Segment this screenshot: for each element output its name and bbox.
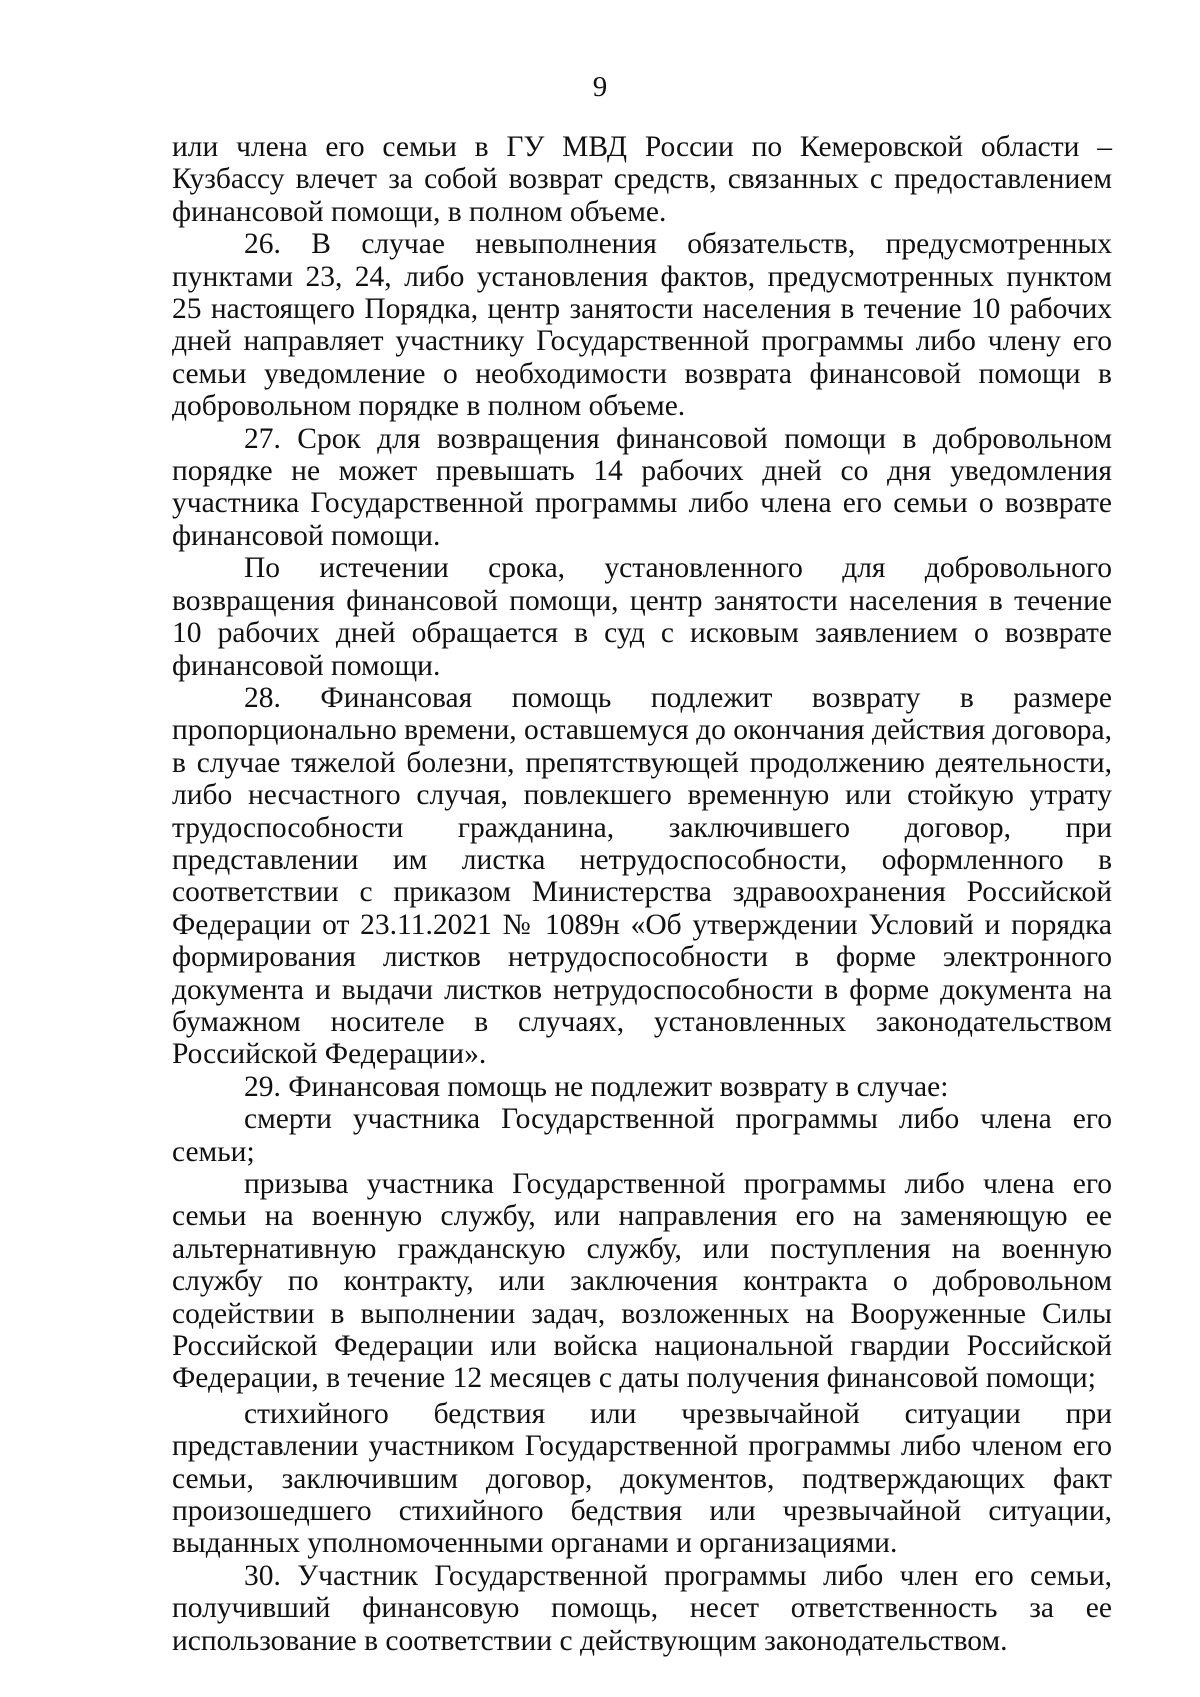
paragraph-item-26: 26. В случае невыполнения обязательств, предусмотренных пунктами 23, 24, либо установления фактов, предусмотренных пунктом 25 настоящего Порядка, центр занятости населения в течение 10 рабочих дней направляет участнику Государственной программы либо члену его семьи уведомление о необходимости возврата финансовой помощи в добровольном порядке в полном объеме. [172, 228, 1112, 423]
paragraph-item-30: 30. Участник Государственной программы либо член его семьи, получивший финансовую помощь, несет ответственность за ее использование в соответствии с действующим законодательством. [172, 1559, 1112, 1657]
paragraph-item-28: 28. Финансовая помощь подлежит возврату в размере пропорционально времени, оставшемуся до окончания действия договора, в случае тяжелой болезни, препятствующей продолжению деятельности, либо несчастного случая, повлекшего временную или стойкую утрату трудоспособности гражданина, заключившего договор, при представлении им листка нетрудоспособности, оформленного в соответствии с приказом Министерства здравоохранения Российской Федерации от 23.11.2021 № 1089н «Об утверждении Условий и порядка формирования листков нетрудоспособности в форме электронного документа и выдачи листков нетрудоспособности в форме документа на бумажном носителе в случаях, установленных законодательством Российской Федерации». [172, 681, 1112, 1071]
paragraph-item-27: 27. Срок для возвращения финансовой помощи в добровольном порядке не может превышать 14 рабочих дней со дня уведомления участника Государственной программы либо члена его семьи о возврате финансовой помощи. [172, 422, 1112, 552]
paragraph-death-case: смерти участника Государственной программы либо члена его семьи; [172, 1103, 1112, 1168]
paragraph-disaster-case: стихийного бедствия или чрезвычайной ситуации при представлении участником Государственной программы либо членом его семьи, заключившим договор, документов, подтверждающих факт произошедшего стихийного бедствия или чрезвычайной ситуации, выданных уполномоченными органами и организациями. [172, 1397, 1112, 1560]
page-number: 9 [592, 71, 608, 103]
paragraph-continuation: или члена его семьи в ГУ МВД России по Кемеровской области – Кузбассу влечет за собой возврат средств, связанных с предоставлением финансовой помощи, в полном объеме. [172, 131, 1112, 228]
paragraph-military-case: призыва участника Государственной программы либо члена его семьи на военную службу, или направления его на заменяющую ее альтернативную гражданскую службу, или поступления на военную службу по контракту, или заключения контракта о добровольном содействии в выполнении задач, возложенных на Вооруженные Силы Российской Федерации или войска национальной гвардии Российской Федерации, в течение 12 месяцев с даты получения финансовой помощи; [172, 1168, 1112, 1395]
document-body [172, 131, 1112, 1657]
paragraph-item-29: 29. Финансовая помощь не подлежит возврату в случае: [244, 1070, 949, 1103]
paragraph-court-claim: По истечении срока, установленного для добровольного возвращения финансовой помощи, центр занятости населения в течение 10 рабочих дней обращается в суд с исковым заявлением о возврате финансовой помощи. [172, 552, 1112, 682]
